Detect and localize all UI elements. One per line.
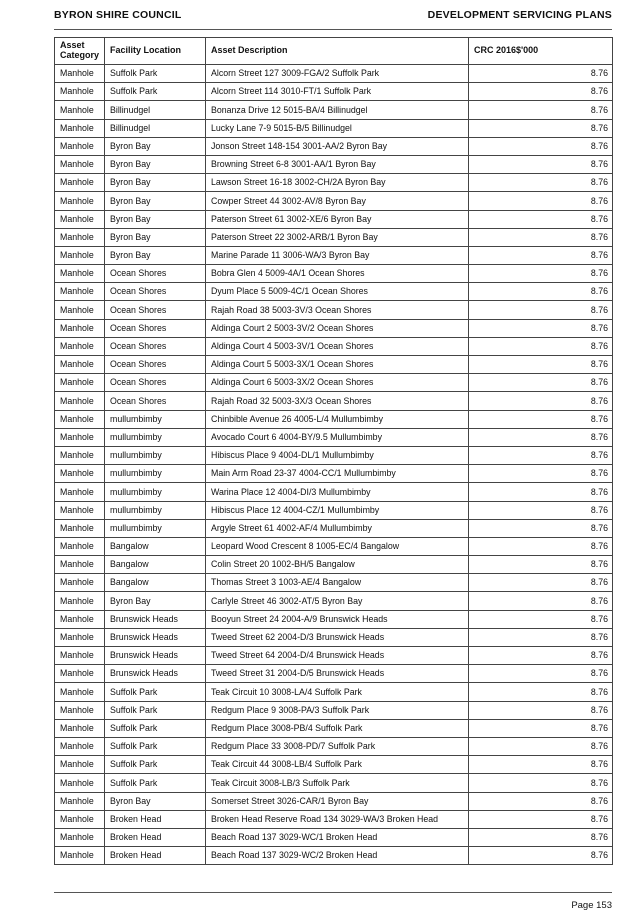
cell-crc-blank bbox=[469, 665, 563, 683]
cell-facility-location: mullumbimby bbox=[105, 519, 206, 537]
cell-crc-blank bbox=[469, 337, 563, 355]
cell-facility-location: Ocean Shores bbox=[105, 301, 206, 319]
cell-facility-location: Ocean Shores bbox=[105, 392, 206, 410]
cell-asset-category: Manhole bbox=[55, 301, 105, 319]
cell-asset-category: Manhole bbox=[55, 501, 105, 519]
cell-asset-category: Manhole bbox=[55, 610, 105, 628]
cell-crc-value: 8.76 bbox=[563, 301, 613, 319]
cell-asset-category: Manhole bbox=[55, 446, 105, 464]
cell-facility-location: Broken Head bbox=[105, 810, 206, 828]
cell-crc-value: 8.76 bbox=[563, 392, 613, 410]
cell-crc-value: 8.76 bbox=[563, 719, 613, 737]
table-row bbox=[55, 665, 613, 683]
cell-facility-location: Byron Bay bbox=[105, 174, 206, 192]
table-row bbox=[55, 537, 613, 555]
cell-crc-value: 8.76 bbox=[563, 556, 613, 574]
cell-asset-description: Booyun Street 24 2004-A/9 Brunswick Heads bbox=[206, 610, 469, 628]
cell-facility-location: Suffolk Park bbox=[105, 83, 206, 101]
cell-crc-blank bbox=[469, 792, 563, 810]
cell-facility-location: Bangalow bbox=[105, 556, 206, 574]
cell-asset-description: Broken Head Reserve Road 134 3029-WA/3 Broken Head bbox=[206, 810, 469, 828]
cell-facility-location: Suffolk Park bbox=[105, 774, 206, 792]
cell-asset-category: Manhole bbox=[55, 756, 105, 774]
cell-asset-category: Manhole bbox=[55, 574, 105, 592]
cell-crc-blank bbox=[469, 610, 563, 628]
cell-asset-description: Argyle Street 61 4002-AF/4 Mullumbimby bbox=[206, 519, 469, 537]
table-row bbox=[55, 847, 613, 865]
table-row bbox=[55, 101, 613, 119]
table-row bbox=[55, 337, 613, 355]
cell-facility-location: Ocean Shores bbox=[105, 265, 206, 283]
cell-crc-blank bbox=[469, 537, 563, 555]
cell-crc-blank bbox=[469, 174, 563, 192]
cell-asset-description: Teak Circuit 10 3008-LA/4 Suffolk Park bbox=[206, 683, 469, 701]
cell-asset-category: Manhole bbox=[55, 483, 105, 501]
table-row bbox=[55, 556, 613, 574]
cell-crc-blank bbox=[469, 719, 563, 737]
cell-asset-description: Jonson Street 148-154 3001-AA/2 Byron Bay bbox=[206, 137, 469, 155]
cell-asset-description: Aldinga Court 5 5003-3X/1 Ocean Shores bbox=[206, 356, 469, 374]
cell-asset-category: Manhole bbox=[55, 155, 105, 173]
cell-crc-value: 8.76 bbox=[563, 592, 613, 610]
page-number: Page 153 bbox=[571, 900, 612, 911]
table-row bbox=[55, 810, 613, 828]
cell-crc-value: 8.76 bbox=[563, 483, 613, 501]
cell-crc-value: 8.76 bbox=[563, 501, 613, 519]
table-row bbox=[55, 228, 613, 246]
table-row bbox=[55, 483, 613, 501]
cell-crc-value: 8.76 bbox=[563, 428, 613, 446]
cell-crc-value: 8.76 bbox=[563, 647, 613, 665]
cell-facility-location: mullumbimby bbox=[105, 465, 206, 483]
table-row bbox=[55, 265, 613, 283]
cell-crc-blank bbox=[469, 101, 563, 119]
table-row bbox=[55, 774, 613, 792]
cell-crc-blank bbox=[469, 374, 563, 392]
cell-asset-description: Main Arm Road 23-37 4004-CC/1 Mullumbimby bbox=[206, 465, 469, 483]
table-row bbox=[55, 174, 613, 192]
cell-crc-value: 8.76 bbox=[563, 192, 613, 210]
header-blank bbox=[563, 38, 613, 65]
table-row bbox=[55, 155, 613, 173]
cell-crc-blank bbox=[469, 228, 563, 246]
table-row bbox=[55, 246, 613, 264]
cell-crc-value: 8.76 bbox=[563, 446, 613, 464]
cell-crc-blank bbox=[469, 701, 563, 719]
cell-crc-value: 8.76 bbox=[563, 665, 613, 683]
table-row bbox=[55, 719, 613, 737]
cell-facility-location: Suffolk Park bbox=[105, 65, 206, 83]
cell-crc-value: 8.76 bbox=[563, 283, 613, 301]
table-row bbox=[55, 683, 613, 701]
cell-asset-category: Manhole bbox=[55, 319, 105, 337]
table-row bbox=[55, 501, 613, 519]
cell-asset-category: Manhole bbox=[55, 719, 105, 737]
cell-crc-value: 8.76 bbox=[563, 537, 613, 555]
cell-crc-blank bbox=[469, 556, 563, 574]
cell-crc-blank bbox=[469, 519, 563, 537]
cell-asset-category: Manhole bbox=[55, 210, 105, 228]
cell-facility-location: Suffolk Park bbox=[105, 701, 206, 719]
cell-asset-category: Manhole bbox=[55, 410, 105, 428]
cell-crc-blank bbox=[469, 246, 563, 264]
cell-asset-description: Lucky Lane 7-9 5015-B/5 Billinudgel bbox=[206, 119, 469, 137]
cell-asset-description: Redgum Place 33 3008-PD/7 Suffolk Park bbox=[206, 737, 469, 755]
table-row bbox=[55, 701, 613, 719]
cell-asset-description: Chinbible Avenue 26 4005-L/4 Mullumbimby bbox=[206, 410, 469, 428]
cell-asset-category: Manhole bbox=[55, 465, 105, 483]
cell-asset-category: Manhole bbox=[55, 283, 105, 301]
cell-asset-category: Manhole bbox=[55, 683, 105, 701]
cell-facility-location: Billinudgel bbox=[105, 119, 206, 137]
cell-crc-value: 8.76 bbox=[563, 119, 613, 137]
cell-facility-location: Broken Head bbox=[105, 828, 206, 846]
cell-crc-value: 8.76 bbox=[563, 374, 613, 392]
cell-crc-value: 8.76 bbox=[563, 847, 613, 865]
cell-facility-location: mullumbimby bbox=[105, 410, 206, 428]
cell-asset-description: Redgum Place 3008-PB/4 Suffolk Park bbox=[206, 719, 469, 737]
cell-facility-location: Ocean Shores bbox=[105, 283, 206, 301]
asset-table bbox=[54, 37, 613, 865]
cell-facility-location: Suffolk Park bbox=[105, 719, 206, 737]
table-row bbox=[55, 283, 613, 301]
table-row bbox=[55, 192, 613, 210]
header-asset-description: Asset Description bbox=[206, 38, 469, 65]
cell-crc-blank bbox=[469, 847, 563, 865]
table-row bbox=[55, 628, 613, 646]
cell-asset-category: Manhole bbox=[55, 228, 105, 246]
cell-asset-category: Manhole bbox=[55, 392, 105, 410]
cell-crc-value: 8.76 bbox=[563, 210, 613, 228]
cell-crc-value: 8.76 bbox=[563, 737, 613, 755]
table-row bbox=[55, 137, 613, 155]
table-row bbox=[55, 465, 613, 483]
cell-crc-value: 8.76 bbox=[563, 701, 613, 719]
cell-asset-description: Paterson Street 61 3002-XE/6 Byron Bay bbox=[206, 210, 469, 228]
cell-crc-blank bbox=[469, 810, 563, 828]
cell-facility-location: mullumbimby bbox=[105, 483, 206, 501]
table-row bbox=[55, 737, 613, 755]
cell-asset-description: Redgum Place 9 3008-PA/3 Suffolk Park bbox=[206, 701, 469, 719]
table-row bbox=[55, 392, 613, 410]
cell-asset-category: Manhole bbox=[55, 792, 105, 810]
header-facility-location: Facility Location bbox=[105, 38, 206, 65]
cell-facility-location: Billinudgel bbox=[105, 101, 206, 119]
cell-asset-category: Manhole bbox=[55, 119, 105, 137]
cell-crc-value: 8.76 bbox=[563, 319, 613, 337]
cell-crc-blank bbox=[469, 647, 563, 665]
cell-asset-category: Manhole bbox=[55, 83, 105, 101]
cell-asset-category: Manhole bbox=[55, 374, 105, 392]
cell-asset-category: Manhole bbox=[55, 628, 105, 646]
cell-crc-blank bbox=[469, 501, 563, 519]
cell-facility-location: mullumbimby bbox=[105, 428, 206, 446]
table-header-row bbox=[55, 38, 613, 65]
table-row bbox=[55, 356, 613, 374]
page-header bbox=[54, 9, 612, 30]
cell-crc-value: 8.76 bbox=[563, 101, 613, 119]
cell-crc-blank bbox=[469, 283, 563, 301]
cell-asset-description: Aldinga Court 4 5003-3V/1 Ocean Shores bbox=[206, 337, 469, 355]
cell-crc-blank bbox=[469, 483, 563, 501]
table-row bbox=[55, 319, 613, 337]
cell-asset-category: Manhole bbox=[55, 665, 105, 683]
cell-asset-category: Manhole bbox=[55, 246, 105, 264]
cell-crc-value: 8.76 bbox=[563, 174, 613, 192]
table-row bbox=[55, 446, 613, 464]
cell-facility-location: Ocean Shores bbox=[105, 337, 206, 355]
cell-facility-location: Byron Bay bbox=[105, 592, 206, 610]
cell-crc-blank bbox=[469, 65, 563, 83]
cell-crc-blank bbox=[469, 392, 563, 410]
cell-crc-blank bbox=[469, 319, 563, 337]
cell-asset-description: Aldinga Court 2 5003-3V/2 Ocean Shores bbox=[206, 319, 469, 337]
cell-asset-description: Leopard Wood Crescent 8 1005-EC/4 Bangalow bbox=[206, 537, 469, 555]
table-row bbox=[55, 374, 613, 392]
cell-asset-category: Manhole bbox=[55, 556, 105, 574]
cell-asset-description: Rajah Road 32 5003-3X/3 Ocean Shores bbox=[206, 392, 469, 410]
cell-crc-value: 8.76 bbox=[563, 519, 613, 537]
cell-facility-location: mullumbimby bbox=[105, 501, 206, 519]
cell-asset-description: Tweed Street 64 2004-D/4 Brunswick Heads bbox=[206, 647, 469, 665]
cell-crc-blank bbox=[469, 828, 563, 846]
cell-facility-location: Brunswick Heads bbox=[105, 665, 206, 683]
table-row bbox=[55, 119, 613, 137]
cell-asset-category: Manhole bbox=[55, 356, 105, 374]
cell-crc-value: 8.76 bbox=[563, 137, 613, 155]
cell-asset-category: Manhole bbox=[55, 337, 105, 355]
cell-asset-category: Manhole bbox=[55, 265, 105, 283]
cell-facility-location: Ocean Shores bbox=[105, 374, 206, 392]
cell-asset-category: Manhole bbox=[55, 137, 105, 155]
cell-facility-location: Byron Bay bbox=[105, 228, 206, 246]
cell-asset-category: Manhole bbox=[55, 810, 105, 828]
cell-asset-category: Manhole bbox=[55, 647, 105, 665]
cell-asset-description: Tweed Street 31 2004-D/5 Brunswick Heads bbox=[206, 665, 469, 683]
cell-crc-value: 8.76 bbox=[563, 155, 613, 173]
cell-crc-value: 8.76 bbox=[563, 792, 613, 810]
table-row bbox=[55, 592, 613, 610]
cell-facility-location: Suffolk Park bbox=[105, 683, 206, 701]
cell-asset-description: Cowper Street 44 3002-AV/8 Byron Bay bbox=[206, 192, 469, 210]
cell-asset-description: Rajah Road 38 5003-3V/3 Ocean Shores bbox=[206, 301, 469, 319]
cell-asset-description: Hibiscus Place 12 4004-CZ/1 Mullumbimby bbox=[206, 501, 469, 519]
cell-asset-description: Alcorn Street 127 3009-FGA/2 Suffolk Park bbox=[206, 65, 469, 83]
cell-crc-blank bbox=[469, 446, 563, 464]
cell-facility-location: mullumbimby bbox=[105, 446, 206, 464]
cell-crc-value: 8.76 bbox=[563, 356, 613, 374]
cell-asset-description: Bonanza Drive 12 5015-BA/4 Billinudgel bbox=[206, 101, 469, 119]
cell-asset-description: Warina Place 12 4004-DI/3 Mullumbimby bbox=[206, 483, 469, 501]
cell-crc-blank bbox=[469, 192, 563, 210]
table-row bbox=[55, 410, 613, 428]
cell-asset-description: Lawson Street 16-18 3002-CH/2A Byron Bay bbox=[206, 174, 469, 192]
header-asset-category: Asset Category bbox=[55, 38, 105, 65]
cell-asset-category: Manhole bbox=[55, 774, 105, 792]
cell-asset-description: Carlyle Street 46 3002-AT/5 Byron Bay bbox=[206, 592, 469, 610]
cell-crc-blank bbox=[469, 210, 563, 228]
cell-facility-location: Byron Bay bbox=[105, 246, 206, 264]
table-row bbox=[55, 828, 613, 846]
cell-crc-value: 8.76 bbox=[563, 810, 613, 828]
cell-asset-category: Manhole bbox=[55, 65, 105, 83]
cell-asset-category: Manhole bbox=[55, 174, 105, 192]
cell-asset-category: Manhole bbox=[55, 737, 105, 755]
table-row bbox=[55, 210, 613, 228]
cell-facility-location: Bangalow bbox=[105, 537, 206, 555]
cell-asset-category: Manhole bbox=[55, 519, 105, 537]
cell-crc-blank bbox=[469, 83, 563, 101]
cell-asset-description: Teak Circuit 44 3008-LB/4 Suffolk Park bbox=[206, 756, 469, 774]
cell-crc-blank bbox=[469, 592, 563, 610]
table-row bbox=[55, 519, 613, 537]
cell-crc-blank bbox=[469, 410, 563, 428]
cell-crc-blank bbox=[469, 756, 563, 774]
cell-facility-location: Byron Bay bbox=[105, 155, 206, 173]
cell-facility-location: Suffolk Park bbox=[105, 737, 206, 755]
cell-crc-value: 8.76 bbox=[563, 410, 613, 428]
cell-asset-description: Thomas Street 3 1003-AE/4 Bangalow bbox=[206, 574, 469, 592]
cell-facility-location: Brunswick Heads bbox=[105, 647, 206, 665]
cell-asset-description: Paterson Street 22 3002-ARB/1 Byron Bay bbox=[206, 228, 469, 246]
cell-crc-blank bbox=[469, 737, 563, 755]
cell-asset-description: Beach Road 137 3029-WC/1 Broken Head bbox=[206, 828, 469, 846]
cell-asset-description: Alcorn Street 114 3010-FT/1 Suffolk Park bbox=[206, 83, 469, 101]
cell-facility-location: Bangalow bbox=[105, 574, 206, 592]
cell-crc-blank bbox=[469, 683, 563, 701]
table-row bbox=[55, 83, 613, 101]
cell-facility-location: Ocean Shores bbox=[105, 356, 206, 374]
cell-asset-category: Manhole bbox=[55, 192, 105, 210]
cell-asset-description: Avocado Court 6 4004-BY/9.5 Mullumbimby bbox=[206, 428, 469, 446]
table-row bbox=[55, 756, 613, 774]
cell-asset-description: Browning Street 6-8 3001-AA/1 Byron Bay bbox=[206, 155, 469, 173]
cell-asset-description: Teak Circuit 3008-LB/3 Suffolk Park bbox=[206, 774, 469, 792]
cell-asset-description: Colin Street 20 1002-BH/5 Bangalow bbox=[206, 556, 469, 574]
cell-crc-value: 8.76 bbox=[563, 756, 613, 774]
cell-facility-location: Broken Head bbox=[105, 847, 206, 865]
cell-facility-location: Brunswick Heads bbox=[105, 628, 206, 646]
cell-facility-location: Brunswick Heads bbox=[105, 610, 206, 628]
cell-crc-blank bbox=[469, 574, 563, 592]
cell-asset-category: Manhole bbox=[55, 537, 105, 555]
cell-crc-value: 8.76 bbox=[563, 465, 613, 483]
cell-facility-location: Suffolk Park bbox=[105, 756, 206, 774]
cell-crc-blank bbox=[469, 774, 563, 792]
cell-crc-blank bbox=[469, 137, 563, 155]
cell-crc-value: 8.76 bbox=[563, 610, 613, 628]
cell-asset-category: Manhole bbox=[55, 701, 105, 719]
cell-crc-value: 8.76 bbox=[563, 337, 613, 355]
cell-crc-value: 8.76 bbox=[563, 246, 613, 264]
cell-crc-blank bbox=[469, 155, 563, 173]
cell-asset-description: Tweed Street 62 2004-D/3 Brunswick Heads bbox=[206, 628, 469, 646]
cell-crc-value: 8.76 bbox=[563, 65, 613, 83]
cell-asset-description: Aldinga Court 6 5003-3X/2 Ocean Shores bbox=[206, 374, 469, 392]
table-row bbox=[55, 647, 613, 665]
header-crc: CRC 2016$'000 bbox=[469, 38, 563, 65]
cell-asset-category: Manhole bbox=[55, 101, 105, 119]
document-title: DEVELOPMENT SERVICING PLANS bbox=[427, 9, 612, 21]
cell-asset-description: Hibiscus Place 9 4004-DL/1 Mullumbimby bbox=[206, 446, 469, 464]
cell-facility-location: Byron Bay bbox=[105, 137, 206, 155]
table-row bbox=[55, 574, 613, 592]
cell-asset-category: Manhole bbox=[55, 828, 105, 846]
cell-crc-blank bbox=[469, 301, 563, 319]
table-row bbox=[55, 428, 613, 446]
table-row bbox=[55, 301, 613, 319]
cell-asset-description: Dyum Place 5 5009-4C/1 Ocean Shores bbox=[206, 283, 469, 301]
cell-crc-value: 8.76 bbox=[563, 83, 613, 101]
cell-asset-description: Somerset Street 3026-CAR/1 Byron Bay bbox=[206, 792, 469, 810]
cell-facility-location: Ocean Shores bbox=[105, 319, 206, 337]
cell-crc-blank bbox=[469, 265, 563, 283]
cell-asset-description: Beach Road 137 3029-WC/2 Broken Head bbox=[206, 847, 469, 865]
cell-crc-value: 8.76 bbox=[563, 828, 613, 846]
cell-crc-value: 8.76 bbox=[563, 265, 613, 283]
cell-crc-blank bbox=[469, 428, 563, 446]
cell-facility-location: Byron Bay bbox=[105, 192, 206, 210]
table-row bbox=[55, 792, 613, 810]
footer-divider bbox=[54, 892, 612, 893]
cell-crc-value: 8.76 bbox=[563, 683, 613, 701]
cell-crc-blank bbox=[469, 356, 563, 374]
cell-facility-location: Byron Bay bbox=[105, 792, 206, 810]
cell-crc-blank bbox=[469, 628, 563, 646]
table-row bbox=[55, 65, 613, 83]
cell-crc-value: 8.76 bbox=[563, 628, 613, 646]
cell-crc-blank bbox=[469, 465, 563, 483]
table-row bbox=[55, 610, 613, 628]
cell-asset-description: Marine Parade 11 3006-WA/3 Byron Bay bbox=[206, 246, 469, 264]
cell-asset-description: Bobra Glen 4 5009-4A/1 Ocean Shores bbox=[206, 265, 469, 283]
council-name: BYRON SHIRE COUNCIL bbox=[54, 9, 182, 21]
cell-asset-category: Manhole bbox=[55, 592, 105, 610]
cell-crc-blank bbox=[469, 119, 563, 137]
cell-asset-category: Manhole bbox=[55, 847, 105, 865]
table-body bbox=[55, 65, 613, 865]
cell-facility-location: Byron Bay bbox=[105, 210, 206, 228]
cell-crc-value: 8.76 bbox=[563, 228, 613, 246]
cell-asset-category: Manhole bbox=[55, 428, 105, 446]
cell-crc-value: 8.76 bbox=[563, 574, 613, 592]
cell-crc-value: 8.76 bbox=[563, 774, 613, 792]
